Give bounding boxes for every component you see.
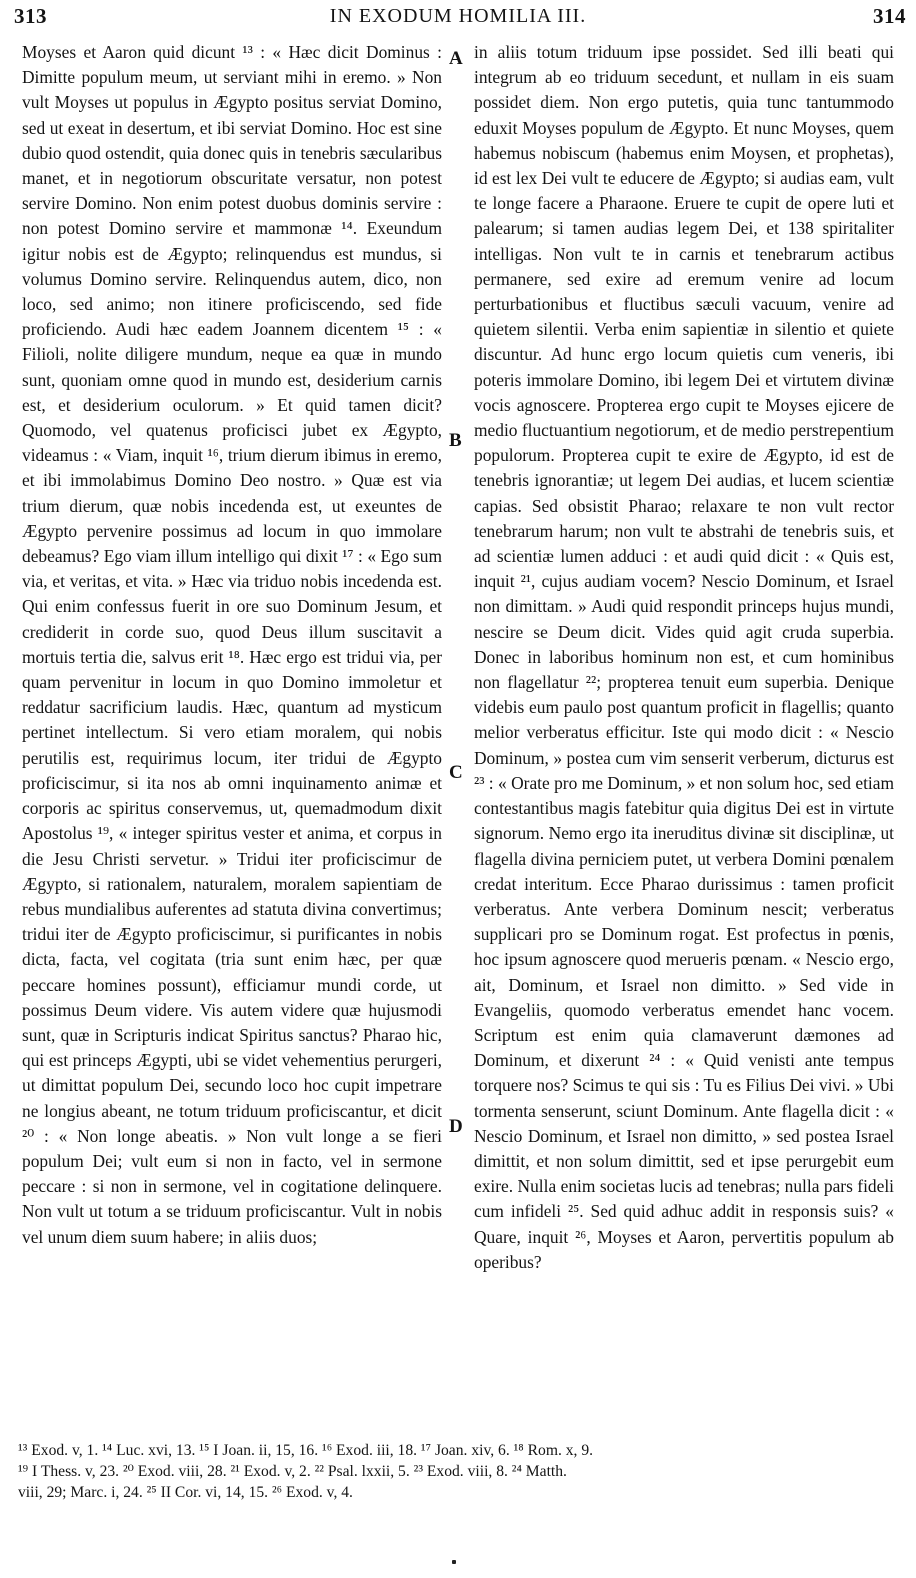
print-mark (452, 1560, 456, 1564)
footnote-line: viii, 29; Marc. i, 24. ²⁵ II Cor. vi, 14, 15. ²⁶ Exod. v, 4. (18, 1484, 353, 1501)
margin-marker-b: B (449, 430, 462, 451)
column-text: in aliis totum triduum ipse possidet. Sed illi beati qui integrum ab eo triduum secedunt, et nullam in eis suam possidet diem. Non ergo putetis, quia tunc tantummodo eduxit Moyses populum de Ægypto. Et nunc Moyses, quem habemus nobiscum (habemus enim Moysen, et prophetas), id est lex Dei vult te educere de Ægypto; si audias eam, vult te longe facere a Pharaone. Eruere te cupit de opere luti et palearum; si tamen audias legem Dei, et 138 spiritaliter intelligas. Non vult te in carnis et tenebrarum actibus permanere, sed exire ad eremum venire ad locum perturbationibus et fluctibus sæculi vacuum, venire ad quietem silentii. Verba enim sapientiæ in silentio et quiete discuntur. Ad hunc ergo locum quietis cum veneris, ibi poteris immolare Domino, ibi legem Dei et virtutem divinæ vocis agnoscere. Propterea ergo cupit te Moyses ejicere de medio fluctuantium negotiorum, et de medio perstrepentium populorum. Propterea cupit te exire de Ægypto, id est de tenebris ignorantiæ; ut legem Dei audias, et lucem scientiæ capias. Sed obsistit Pharao; relaxare te non vult rector tenebrarum harum; non vult te abstrahi de tenebris suis, et ad scientiæ lumen adduci : et audi quid dicit : « Quis est, inquit ²¹, cujus audiam vocem? Nescio Dominum, et Israel non dimittam. » Audi quid respondit princeps hujus mundi, nescire se Deum dicit. Vides quid agit cruda superbia. Donec in laboribus hominum non est, et cum hominibus non flagellatur ²²; propterea tenuit eum superbia. Denique videbis eum paulo post quantum proficit in flagellis; quanto melior verberatus efficitur. Iste qui modo dicit : « Nescio Dominum, » postea cum vim senserit verberum, dicturus est ²³ : « Orate pro me Dominum, » et non solum hoc, sed etiam contestantibus magis fatebitur quia digitus Dei est in virtute signorum. Nemo ergo ita ineruditus divinæ sit disciplinæ, ut flagella divina perniciem putet, ut verbera Domini pœnalem credat interitum. Ecce Pharao durissimus : tamen proficit verberatus. Ante verbera Dominum nescit; verberatus supplicari pro se Dominum rogat. Est profectus in pœnis, hoc ipsum agnoscere quod merueris pœnam. « Nescio ergo, ait, Dominum, et Israel non dimitto. » Sed vide in Evangeliis, quomodo verberatus emendet hanc vocem. Scriptum est enim quia clamaverunt dæmones ad Dominum, et dixerunt ²⁴ : « Quid venisti ante tempus torquere nos? Scimus te qui sis : Tu es Filius Dei vivi. » Ubi tormenta senserunt, sciunt Dominum. Ante flagella dicit : « Nescio Dominum, et Israel non dimitto, » sed postea Israel dimittit, et non solum dimittit, sed et ipse perurgebit eum exire. Nulla enim societas lucis ad tenebras; nulla pars fideli cum infideli ²⁵. Sed quid adhuc addit in responsis suis? « Quare, inquit ²⁶, Moyses et Aaron, pervertitis populum ab operibus? (474, 42, 894, 1272)
running-title: IN EXODUM HOMILIA III. (329, 5, 587, 27)
page-header (0, 4, 916, 34)
margin-marker-d: D (449, 1116, 463, 1137)
text-column-right (474, 40, 894, 1275)
column-text: Moyses et Aaron quid dicunt ¹³ : « Hæc dicit Dominus : Dimitte populum meum, ut serviant mihi in eremo. » Non vult Moyses ut populus in Ægypto positus serviat Domino, sed ut exeat in desertum, et ibi serviat Domino. Hoc est sine dubio quod ostendit, quia donec quis in tenebris sæcularibus manet, et in negotiorum obscuritate versatur, non potest servire Domino. Non enim potest duobus dominis servire : non potest Domino servire et mammonæ ¹⁴. Exeundum igitur nobis est de Ægypto; relinquendus est mundus, si volumus Domino servire. Relinquendus autem, dico, non loco, sed animo; non itinere proficiscendo, sed fide proficiendo. Audi hæc eadem Joannem dicentem ¹⁵ : « Filioli, nolite diligere mundum, neque ea quæ in mundo sunt, quoniam omne quod in mundo est, desiderium carnis est, et desiderium oculorum. » Et quid tamen dicit? Quomodo, vel quatenus proficisci jubet ex Ægypto, videamus : « Viam, inquit ¹⁶, trium dierum ibimus in eremo, et ibi immolabimus Domino Deo nostro. » Quæ est via trium dierum, quæ nobis incedenda est, ut exeuntes de Ægypto pervenire possimus ad locum in quo immolare debeamus? Ego viam illum intelligo qui dixit ¹⁷ : « Ego sum via, et veritas, et vita. » Hæc via triduo nobis incedenda est. Qui enim confessus fuerit in ore suo Dominum Jesum, et crediderit in corde suo, quod Deus illum suscitavit a mortuis tertia die, salvus erit ¹⁸. Hæc ergo est tridui via, per quam pervenitur in locum in quo Domino immoletur et reddatur sacrificium laudis. Hæc, quantum ad mysticum pertinet intellectum. Si vero etiam moralem, qui nobis perutilis est, requirimus locum, iter tridui de Ægypto proficiscimur, si ita nos ab omni inquinamento animæ et corporis ac spiritus conservemus, ut, quemadmodum dixit Apostolus ¹⁹, « integer spiritus vester et anima, et corpus in die Jesu Christi servetur. » Tridui iter proficiscimur de Ægypto, si rationalem, naturalem, moralem sapientiam de rebus mundialibus auferentes ad statuta divina convertimus; tridui iter de Ægypto proficiscimur, si purificantes in nobis dicta, facta, vel cogitata (tria sunt enim hæc, per quæ peccare homines possunt), efficiamur mundi corde, ut possimus Deum videre. Vis autem videre quæ hujusmodi sunt, quæ in Scripturis indicat Spiritus sanctus? Pharao hic, qui est princeps Ægypti, ubi se videt vehementius perurgeri, ut dimittat populum Dei, secundo loco hoc cupit impetrare ne longius abeant, ne totum triduum proficiscantur, et dicit ²⁰ : « Non longe abeatis. » Non vult longe a se fieri populum Dei; vult eum si non in facto, vel in sermone peccare : si non in sermone, vel in cogitatione delinquere. Non vult ut totum a se triduum proficiscantur. Vult in nobis vel unum diem suum habere; in aliis duos; (22, 42, 442, 1247)
page-number-right: 314 (873, 4, 906, 28)
margin-marker-a: A (449, 48, 463, 69)
footnotes (18, 1440, 898, 1503)
footnote-line: ¹³ Exod. v, 1. ¹⁴ Luc. xvi, 13. ¹⁵ I Joan. ii, 15, 16. ¹⁶ Exod. iii, 18. ¹⁷ Joan. xiv, 6. ¹⁸ Rom. x, 9. (18, 1442, 594, 1459)
text-column-left (22, 40, 442, 1250)
page-number-left: 313 (14, 4, 47, 28)
margin-marker-c: C (449, 762, 463, 783)
footnote-line: ¹⁹ I Thess. v, 23. ²⁰ Exod. viii, 28. ²¹ Exod. v, 2. ²² Psal. lxxii, 5. ²³ Exod. viii, 8. ²⁴ Matth. (18, 1463, 567, 1480)
